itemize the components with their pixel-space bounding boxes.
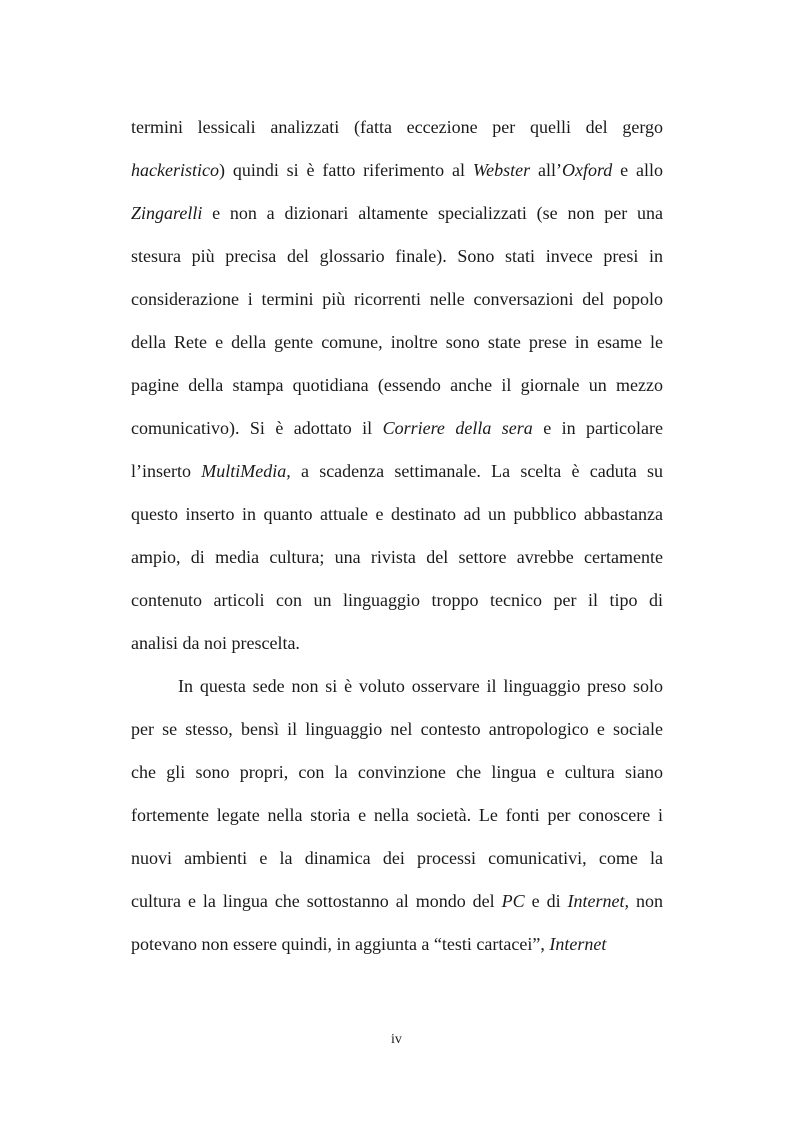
text-segment: ) quindi si è fatto riferimento al bbox=[218, 160, 473, 180]
text-segment: e allo bbox=[612, 160, 663, 180]
text-segment: non bbox=[629, 891, 663, 911]
italic-term: Internet bbox=[549, 934, 607, 954]
text-line bbox=[131, 794, 663, 837]
text-segment: considerazione i termini più ricorrenti nelle conversazioni del popolo bbox=[131, 289, 663, 309]
text-line bbox=[131, 579, 663, 622]
text-line bbox=[131, 665, 663, 708]
paragraph-2 bbox=[131, 665, 663, 966]
text-line bbox=[131, 536, 663, 579]
text-line bbox=[131, 923, 663, 966]
text-line bbox=[131, 149, 663, 192]
text-line bbox=[131, 708, 663, 751]
text-segment: potevano non essere quindi, in aggiunta a “testi cartacei”, bbox=[131, 934, 550, 954]
text-segment: l’inserto bbox=[131, 461, 202, 481]
text-line bbox=[131, 278, 663, 321]
text-line bbox=[131, 106, 663, 149]
text-line bbox=[131, 235, 663, 278]
italic-term: hackeristico bbox=[131, 160, 219, 180]
text-line bbox=[131, 192, 663, 235]
text-segment: per se stesso, bensì il linguaggio nel contesto antropologico e sociale bbox=[131, 719, 663, 739]
text-segment: termini lessicali analizzati (fatta eccezione per quelli del gergo bbox=[131, 117, 663, 137]
text-segment: all’ bbox=[530, 160, 562, 180]
text-segment: pagine della stampa quotidiana (essendo anche il giornale un mezzo bbox=[131, 375, 663, 395]
text-segment: In questa sede non si è voluto osservare il linguaggio preso solo bbox=[178, 676, 663, 696]
italic-term: Oxford bbox=[561, 160, 613, 180]
text-line bbox=[131, 880, 663, 923]
italic-term: Zingarelli bbox=[131, 203, 203, 223]
italic-term: Webster bbox=[472, 160, 531, 180]
text-line bbox=[131, 493, 663, 536]
text-segment: ampio, di media cultura; una rivista del settore avrebbe certamente bbox=[131, 547, 663, 567]
text-segment: nuovi ambienti e la dinamica dei processi comunicativi, come la bbox=[131, 848, 663, 868]
text-segment: cultura e la lingua che sottostanno al mondo del bbox=[131, 891, 502, 911]
body-text bbox=[131, 106, 663, 966]
text-segment: stesura più precisa del glossario finale). Sono stati invece presi in bbox=[131, 246, 663, 266]
italic-term: MultiMedia, bbox=[201, 461, 291, 481]
text-segment: della Rete e della gente comune, inoltre sono state prese in esame le bbox=[131, 332, 663, 352]
text-line bbox=[131, 622, 663, 665]
text-segment: contenuto articoli con un linguaggio troppo tecnico per il tipo di bbox=[131, 590, 663, 610]
text-segment: questo inserto in quanto attuale e destinato ad un pubblico abbastanza bbox=[131, 504, 663, 524]
text-line bbox=[131, 321, 663, 364]
page-number: iv bbox=[391, 1032, 402, 1047]
italic-term: Internet, bbox=[567, 891, 630, 911]
text-segment: che gli sono propri, con la convinzione che lingua e cultura siano bbox=[131, 762, 663, 782]
text-segment: e non a dizionari altamente specializzati (se non per una bbox=[202, 203, 663, 223]
text-segment: analisi da noi prescelta. bbox=[131, 633, 300, 653]
italic-term: PC bbox=[501, 891, 525, 911]
text-segment: comunicativo). Si è adottato il bbox=[131, 418, 383, 438]
text-line bbox=[131, 837, 663, 880]
italic-term: Corriere della sera bbox=[382, 418, 533, 438]
text-line bbox=[131, 364, 663, 407]
paragraph-1 bbox=[131, 106, 663, 665]
text-line bbox=[131, 407, 663, 450]
text-line bbox=[131, 751, 663, 794]
text-line bbox=[131, 450, 663, 493]
text-segment: e di bbox=[524, 891, 568, 911]
text-segment: a scadenza settimanale. La scelta è caduta su bbox=[290, 461, 663, 481]
text-segment: e in particolare bbox=[532, 418, 663, 438]
text-segment: fortemente legate nella storia e nella società. Le fonti per conoscere i bbox=[131, 805, 663, 825]
